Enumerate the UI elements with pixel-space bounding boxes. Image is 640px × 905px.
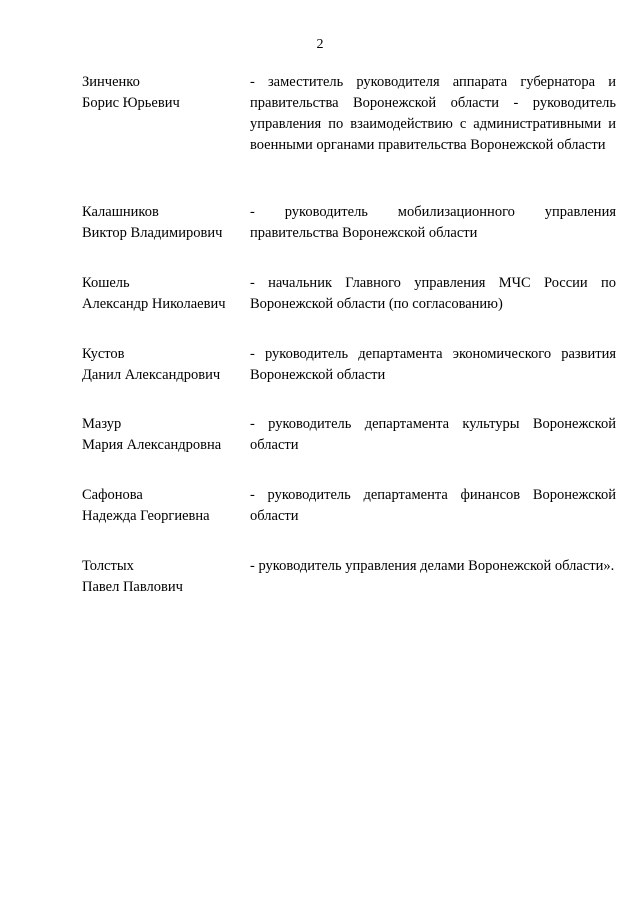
- member-surname: Мазур: [82, 416, 122, 432]
- member-name: [82, 202, 250, 244]
- member-given-names: Борис Юрьевич: [82, 95, 180, 111]
- member-name: [82, 72, 250, 114]
- member-given-names: Виктор Владимирович: [82, 225, 223, 241]
- member-given-names: Мария Александровна: [82, 437, 222, 453]
- member-surname: Кустов: [82, 346, 125, 362]
- member-name: [82, 556, 250, 598]
- member-surname: Кошель: [82, 275, 130, 291]
- member-position: - руководитель департамента финансов Воронежской области: [250, 487, 616, 524]
- member-given-names: Павел Павлович: [82, 579, 183, 595]
- member-position: - заместитель руководителя аппарата губернатора и правительства Воронежской области - руководитель управления по взаимодействию с административными и военными органами правительства Воронежской области: [250, 74, 616, 153]
- member-given-names: Александр Николаевич: [82, 296, 226, 312]
- member-position: - руководитель управления делами Воронежской области».: [250, 558, 615, 574]
- member-surname: Толстых: [82, 558, 134, 574]
- member-position: - руководитель департамента культуры Воронежской области: [250, 416, 616, 453]
- member-name: [82, 273, 250, 315]
- member-given-names: Данил Александрович: [82, 367, 221, 383]
- member-name: [82, 414, 250, 456]
- member-given-names: Надежда Георгиевна: [82, 508, 210, 524]
- member-name: [82, 344, 250, 386]
- member-position: - руководитель департамента экономического развития Воронежской области: [250, 346, 616, 383]
- member-position: - руководитель мобилизационного управления правительства Воронежской области: [250, 204, 616, 241]
- member-surname: Сафонова: [82, 487, 143, 503]
- member-position: - начальник Главного управления МЧС России по Воронежской области (по согласованию): [250, 275, 616, 312]
- member-surname: Зинченко: [82, 74, 140, 90]
- page-number: 2: [316, 37, 324, 52]
- member-name: [82, 485, 250, 527]
- member-surname: Калашников: [82, 204, 159, 220]
